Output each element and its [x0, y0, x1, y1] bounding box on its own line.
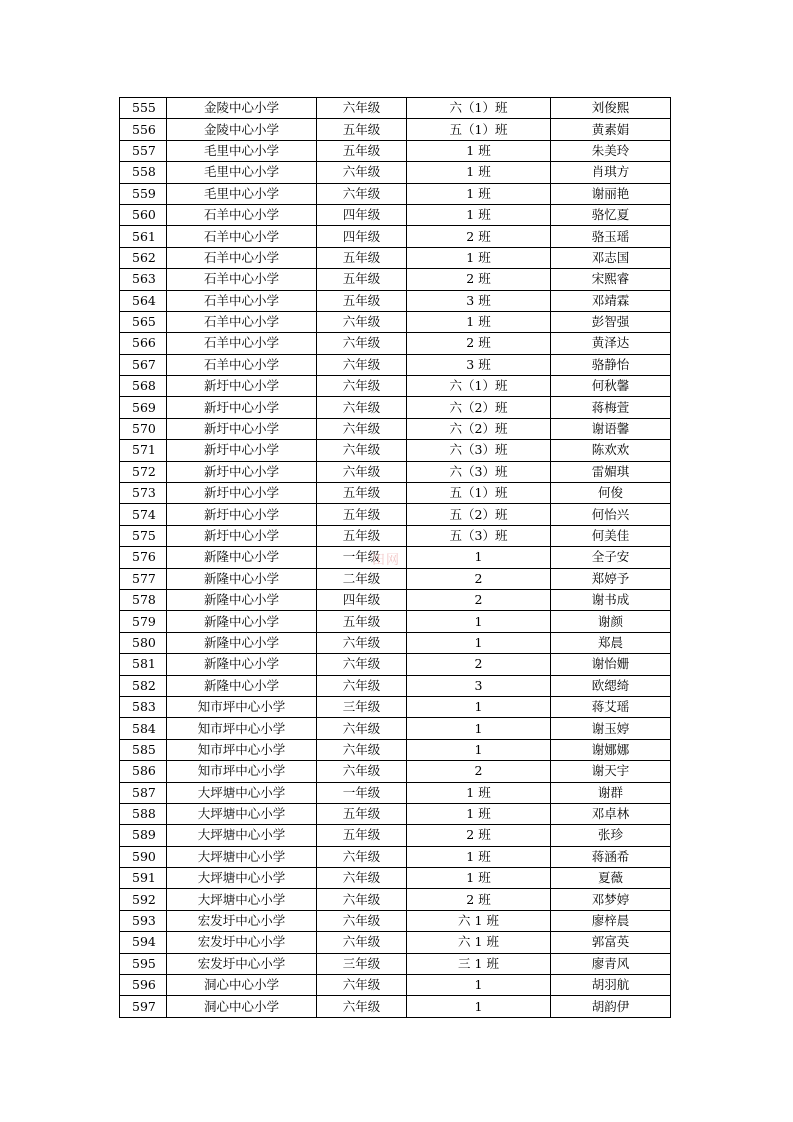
school-name-cell: 石羊中心小学 [167, 226, 317, 247]
class-name-cell: 1 班 [407, 140, 551, 161]
class-name-cell: 1 班 [407, 247, 551, 268]
grade-cell: 五年级 [317, 483, 407, 504]
school-name-cell: 知市坪中心小学 [167, 761, 317, 782]
school-name-cell: 毛里中心小学 [167, 140, 317, 161]
row-number-cell: 565 [120, 311, 167, 332]
class-name-cell: 2 [407, 654, 551, 675]
student-name-cell: 邓梦婷 [551, 889, 671, 910]
table-row [120, 846, 671, 867]
row-number-cell: 566 [120, 333, 167, 354]
table-row [120, 461, 671, 482]
class-name-cell: 2 [407, 761, 551, 782]
student-name-cell: 骆静怡 [551, 354, 671, 375]
school-name-cell: 洞心中心小学 [167, 975, 317, 996]
row-number-cell: 583 [120, 696, 167, 717]
row-number-cell: 568 [120, 376, 167, 397]
student-name-cell: 谢娜娜 [551, 739, 671, 760]
school-name-cell: 知市坪中心小学 [167, 696, 317, 717]
table-row [120, 932, 671, 953]
class-name-cell: 1 [407, 718, 551, 739]
grade-cell: 五年级 [317, 119, 407, 140]
student-name-cell: 谢群 [551, 782, 671, 803]
table-row [120, 247, 671, 268]
class-name-cell: 五（1）班 [407, 119, 551, 140]
class-name-cell: 2 [407, 568, 551, 589]
school-name-cell: 知市坪中心小学 [167, 718, 317, 739]
grade-cell: 五年级 [317, 803, 407, 824]
table-row [120, 975, 671, 996]
class-name-cell: 六（1）班 [407, 98, 551, 119]
school-name-cell: 宏发圩中心小学 [167, 932, 317, 953]
school-name-cell: 石羊中心小学 [167, 311, 317, 332]
row-number-cell: 595 [120, 953, 167, 974]
school-name-cell: 大坪塘中心小学 [167, 868, 317, 889]
table-row [120, 825, 671, 846]
table-row [120, 269, 671, 290]
row-number-cell: 558 [120, 162, 167, 183]
student-name-cell: 蒋涵希 [551, 846, 671, 867]
school-name-cell: 石羊中心小学 [167, 333, 317, 354]
table-row [120, 290, 671, 311]
class-name-cell: 1 [407, 696, 551, 717]
row-number-cell: 556 [120, 119, 167, 140]
school-name-cell: 石羊中心小学 [167, 354, 317, 375]
class-name-cell: 六（2）班 [407, 397, 551, 418]
grade-cell: 六年级 [317, 654, 407, 675]
grade-cell: 一年级 [317, 547, 407, 568]
school-name-cell: 新圩中心小学 [167, 483, 317, 504]
grade-cell: 六年级 [317, 761, 407, 782]
grade-cell: 六年级 [317, 910, 407, 931]
grade-cell: 六年级 [317, 397, 407, 418]
student-name-cell: 肖琪方 [551, 162, 671, 183]
school-name-cell: 新隆中心小学 [167, 568, 317, 589]
student-name-cell: 朱美玲 [551, 140, 671, 161]
grade-cell: 六年级 [317, 846, 407, 867]
table-row [120, 718, 671, 739]
row-number-cell: 574 [120, 504, 167, 525]
class-name-cell: 1 班 [407, 183, 551, 204]
row-number-cell: 559 [120, 183, 167, 204]
table-row [120, 418, 671, 439]
school-name-cell: 新隆中心小学 [167, 632, 317, 653]
school-name-cell: 新隆中心小学 [167, 611, 317, 632]
school-name-cell: 大坪塘中心小学 [167, 782, 317, 803]
school-name-cell: 新隆中心小学 [167, 589, 317, 610]
row-number-cell: 569 [120, 397, 167, 418]
class-name-cell: 3 [407, 675, 551, 696]
table-row [120, 996, 671, 1017]
class-name-cell: 1 班 [407, 846, 551, 867]
row-number-cell: 588 [120, 803, 167, 824]
row-number-cell: 577 [120, 568, 167, 589]
table-row [120, 333, 671, 354]
class-name-cell: 1 [407, 632, 551, 653]
student-name-cell: 郑婷予 [551, 568, 671, 589]
student-name-cell: 黄素娟 [551, 119, 671, 140]
school-name-cell: 新圩中心小学 [167, 504, 317, 525]
row-number-cell: 560 [120, 204, 167, 225]
row-number-cell: 579 [120, 611, 167, 632]
grade-cell: 五年级 [317, 290, 407, 311]
student-name-cell: 邓靖霖 [551, 290, 671, 311]
school-name-cell: 新圩中心小学 [167, 525, 317, 546]
row-number-cell: 596 [120, 975, 167, 996]
class-name-cell: 六（3）班 [407, 461, 551, 482]
grade-cell: 六年级 [317, 333, 407, 354]
student-name-cell: 谢颜 [551, 611, 671, 632]
row-number-cell: 572 [120, 461, 167, 482]
grade-cell: 六年级 [317, 461, 407, 482]
class-name-cell: 五（1）班 [407, 483, 551, 504]
school-name-cell: 毛里中心小学 [167, 162, 317, 183]
table-row [120, 525, 671, 546]
school-name-cell: 洞心中心小学 [167, 996, 317, 1017]
table-row [120, 696, 671, 717]
table-row [120, 311, 671, 332]
grade-cell: 三年级 [317, 953, 407, 974]
school-name-cell: 新隆中心小学 [167, 675, 317, 696]
row-number-cell: 592 [120, 889, 167, 910]
row-number-cell: 597 [120, 996, 167, 1017]
student-name-cell: 刘俊熙 [551, 98, 671, 119]
student-name-cell: 谢天宇 [551, 761, 671, 782]
table-row [120, 376, 671, 397]
grade-cell: 六年级 [317, 418, 407, 439]
row-number-cell: 557 [120, 140, 167, 161]
class-name-cell: 1 [407, 739, 551, 760]
table-row [120, 98, 671, 119]
school-name-cell: 大坪塘中心小学 [167, 889, 317, 910]
student-name-cell: 郑晨 [551, 632, 671, 653]
school-name-cell: 新圩中心小学 [167, 461, 317, 482]
class-name-cell: 三 1 班 [407, 953, 551, 974]
grade-cell: 五年级 [317, 525, 407, 546]
grade-cell: 四年级 [317, 204, 407, 225]
student-name-cell: 陈欢欢 [551, 440, 671, 461]
grade-cell: 五年级 [317, 140, 407, 161]
table-row [120, 739, 671, 760]
student-name-cell: 骆忆夏 [551, 204, 671, 225]
row-number-cell: 585 [120, 739, 167, 760]
row-number-cell: 570 [120, 418, 167, 439]
table-row [120, 611, 671, 632]
school-name-cell: 大坪塘中心小学 [167, 846, 317, 867]
class-name-cell: 六 1 班 [407, 910, 551, 931]
student-name-cell: 蒋梅萱 [551, 397, 671, 418]
class-name-cell: 2 [407, 589, 551, 610]
grade-cell: 六年级 [317, 162, 407, 183]
class-name-cell: 1 班 [407, 311, 551, 332]
class-name-cell: 五（3）班 [407, 525, 551, 546]
grade-cell: 一年级 [317, 782, 407, 803]
row-number-cell: 591 [120, 868, 167, 889]
student-name-cell: 雷媚琪 [551, 461, 671, 482]
row-number-cell: 587 [120, 782, 167, 803]
table-row [120, 761, 671, 782]
row-number-cell: 584 [120, 718, 167, 739]
grade-cell: 二年级 [317, 568, 407, 589]
grade-cell: 五年级 [317, 611, 407, 632]
student-name-cell: 何秋馨 [551, 376, 671, 397]
grade-cell: 五年级 [317, 825, 407, 846]
class-name-cell: 3 班 [407, 354, 551, 375]
student-name-cell: 邓卓林 [551, 803, 671, 824]
class-name-cell: 六（3）班 [407, 440, 551, 461]
table-row [120, 119, 671, 140]
student-name-cell: 廖梓晨 [551, 910, 671, 931]
grade-cell: 六年级 [317, 376, 407, 397]
student-name-cell: 邓志国 [551, 247, 671, 268]
grade-cell: 六年级 [317, 932, 407, 953]
table-row [120, 782, 671, 803]
student-name-cell: 张珍 [551, 825, 671, 846]
school-name-cell: 新隆中心小学 [167, 654, 317, 675]
row-number-cell: 571 [120, 440, 167, 461]
student-name-cell: 宋熙睿 [551, 269, 671, 290]
table-row [120, 654, 671, 675]
school-name-cell: 新圩中心小学 [167, 418, 317, 439]
student-name-cell: 全子安 [551, 547, 671, 568]
student-name-cell: 何俊 [551, 483, 671, 504]
class-name-cell: 1 [407, 996, 551, 1017]
row-number-cell: 561 [120, 226, 167, 247]
table-row [120, 568, 671, 589]
row-number-cell: 576 [120, 547, 167, 568]
table-row [120, 632, 671, 653]
student-name-cell: 夏薇 [551, 868, 671, 889]
class-name-cell: 六 1 班 [407, 932, 551, 953]
school-name-cell: 新圩中心小学 [167, 376, 317, 397]
grade-cell: 六年级 [317, 868, 407, 889]
class-name-cell: 2 班 [407, 825, 551, 846]
grade-cell: 五年级 [317, 504, 407, 525]
grade-cell: 六年级 [317, 354, 407, 375]
class-name-cell: 2 班 [407, 889, 551, 910]
school-name-cell: 石羊中心小学 [167, 269, 317, 290]
student-name-cell: 廖青风 [551, 953, 671, 974]
watermark: 田网 [372, 553, 401, 568]
class-name-cell: 3 班 [407, 290, 551, 311]
table-row [120, 183, 671, 204]
row-number-cell: 573 [120, 483, 167, 504]
grade-cell: 四年级 [317, 226, 407, 247]
row-number-cell: 582 [120, 675, 167, 696]
row-number-cell: 589 [120, 825, 167, 846]
grade-cell: 六年级 [317, 632, 407, 653]
row-number-cell: 594 [120, 932, 167, 953]
row-number-cell: 562 [120, 247, 167, 268]
table-row [120, 140, 671, 161]
class-name-cell: 1 班 [407, 162, 551, 183]
student-name-cell: 何美佳 [551, 525, 671, 546]
grade-cell: 六年级 [317, 718, 407, 739]
class-name-cell: 2 班 [407, 333, 551, 354]
class-name-cell: 1 [407, 975, 551, 996]
table-row [120, 440, 671, 461]
class-name-cell: 六（2）班 [407, 418, 551, 439]
grade-cell: 六年级 [317, 739, 407, 760]
table-row [120, 589, 671, 610]
student-name-cell: 谢语馨 [551, 418, 671, 439]
class-name-cell: 2 班 [407, 269, 551, 290]
school-name-cell: 石羊中心小学 [167, 204, 317, 225]
school-name-cell: 知市坪中心小学 [167, 739, 317, 760]
school-name-cell: 大坪塘中心小学 [167, 803, 317, 824]
school-name-cell: 毛里中心小学 [167, 183, 317, 204]
row-number-cell: 578 [120, 589, 167, 610]
table-row [120, 397, 671, 418]
school-name-cell: 金陵中心小学 [167, 98, 317, 119]
table-row [120, 803, 671, 824]
row-number-cell: 590 [120, 846, 167, 867]
class-name-cell: 1 班 [407, 204, 551, 225]
grade-cell: 四年级 [317, 589, 407, 610]
school-name-cell: 新隆中心小学 [167, 547, 317, 568]
class-name-cell: 1 班 [407, 782, 551, 803]
row-number-cell: 567 [120, 354, 167, 375]
school-name-cell: 宏发圩中心小学 [167, 910, 317, 931]
student-name-cell: 欧缌绮 [551, 675, 671, 696]
row-number-cell: 563 [120, 269, 167, 290]
student-name-cell: 蒋艾瑶 [551, 696, 671, 717]
row-number-cell: 575 [120, 525, 167, 546]
student-name-cell: 黄泽达 [551, 333, 671, 354]
class-name-cell: 2 班 [407, 226, 551, 247]
row-number-cell: 586 [120, 761, 167, 782]
grade-cell: 六年级 [317, 440, 407, 461]
table-row [120, 868, 671, 889]
table-row [120, 953, 671, 974]
table-row [120, 162, 671, 183]
class-name-cell: 五（2）班 [407, 504, 551, 525]
table-row [120, 204, 671, 225]
table-row [120, 675, 671, 696]
class-name-cell: 1 班 [407, 803, 551, 824]
table-row [120, 504, 671, 525]
table-row [120, 910, 671, 931]
grade-cell: 六年级 [317, 996, 407, 1017]
student-name-cell: 胡韵伊 [551, 996, 671, 1017]
grade-cell: 六年级 [317, 98, 407, 119]
table-row [120, 226, 671, 247]
table-row [120, 483, 671, 504]
grade-cell: 五年级 [317, 269, 407, 290]
class-name-cell: 1 班 [407, 868, 551, 889]
table-row [120, 889, 671, 910]
school-name-cell: 大坪塘中心小学 [167, 825, 317, 846]
school-name-cell: 新圩中心小学 [167, 440, 317, 461]
grade-cell: 六年级 [317, 311, 407, 332]
school-name-cell: 宏发圩中心小学 [167, 953, 317, 974]
school-name-cell: 金陵中心小学 [167, 119, 317, 140]
row-number-cell: 564 [120, 290, 167, 311]
row-number-cell: 593 [120, 910, 167, 931]
student-name-cell: 骆玉瑶 [551, 226, 671, 247]
student-name-cell: 谢玉婷 [551, 718, 671, 739]
class-name-cell: 1 [407, 547, 551, 568]
student-name-cell: 胡羽航 [551, 975, 671, 996]
table-row [120, 354, 671, 375]
grade-cell: 六年级 [317, 889, 407, 910]
student-name-cell: 谢丽艳 [551, 183, 671, 204]
row-number-cell: 555 [120, 98, 167, 119]
grade-cell: 五年级 [317, 247, 407, 268]
school-name-cell: 石羊中心小学 [167, 247, 317, 268]
student-name-cell: 谢怡姗 [551, 654, 671, 675]
school-name-cell: 石羊中心小学 [167, 290, 317, 311]
student-name-cell: 谢书成 [551, 589, 671, 610]
row-number-cell: 581 [120, 654, 167, 675]
grade-cell: 三年级 [317, 696, 407, 717]
grade-cell: 六年级 [317, 183, 407, 204]
class-name-cell: 1 [407, 611, 551, 632]
class-name-cell: 六（1）班 [407, 376, 551, 397]
grade-cell: 六年级 [317, 975, 407, 996]
student-name-cell: 彭智强 [551, 311, 671, 332]
grade-cell: 六年级 [317, 675, 407, 696]
student-name-cell: 郭富英 [551, 932, 671, 953]
row-number-cell: 580 [120, 632, 167, 653]
school-name-cell: 新圩中心小学 [167, 397, 317, 418]
student-name-cell: 何怡兴 [551, 504, 671, 525]
